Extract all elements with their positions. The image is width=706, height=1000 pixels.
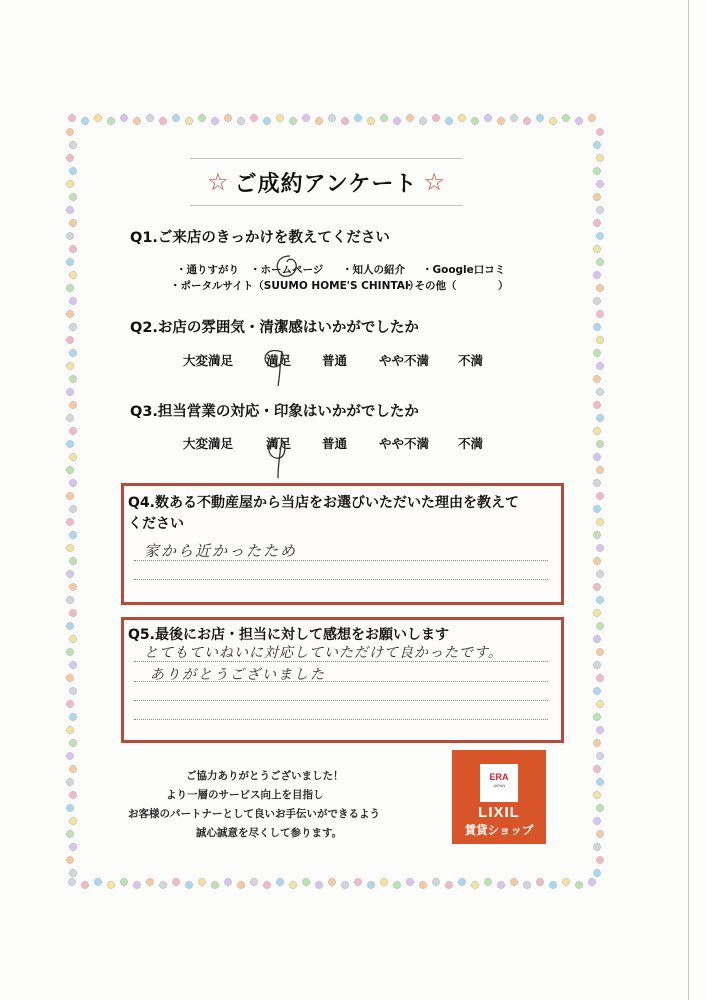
border-dot: [562, 114, 569, 121]
border-dot: [596, 258, 603, 265]
border-dot: [328, 114, 335, 121]
border-dot: [593, 401, 600, 408]
border-dot: [250, 878, 257, 885]
era-logo: [480, 764, 518, 802]
border-dot: [198, 878, 205, 885]
border-dot: [66, 362, 73, 369]
border-dot: [562, 878, 569, 885]
border-dot: [471, 117, 478, 124]
q5-handwritten-answer-line2[interactable]: ありがとうございました: [150, 667, 326, 683]
border-dot: [596, 492, 603, 499]
answer-line: [134, 579, 548, 580]
border-dot: [224, 878, 231, 885]
border-dot: [596, 726, 603, 733]
border-dot: [66, 154, 73, 161]
border-dot: [69, 843, 76, 850]
border-dot: [549, 117, 556, 124]
border-dot: [354, 878, 361, 885]
survey-title: ご成約アンケート: [234, 171, 418, 197]
border-dot: [596, 674, 603, 681]
border-dot: [263, 881, 270, 888]
border-dot: [68, 878, 75, 885]
border-dot: [596, 440, 603, 447]
border-dot: [596, 232, 603, 239]
border-dot: [69, 219, 76, 226]
border-dot: [66, 388, 73, 395]
border-dot: [66, 232, 73, 239]
border-dot: [596, 518, 603, 525]
border-dot: [185, 117, 192, 124]
border-dot: [593, 765, 600, 772]
border-dot: [593, 349, 600, 356]
border-dot: [69, 349, 76, 356]
border-dot: [69, 635, 76, 642]
border-dot: [120, 114, 127, 121]
border-dot: [66, 570, 73, 577]
border-dot: [94, 878, 101, 885]
border-dot: [510, 114, 517, 121]
border-dot: [133, 881, 140, 888]
border-dot: [406, 114, 413, 121]
answer-line: [134, 719, 548, 720]
border-dot: [596, 570, 603, 577]
border-dot: [596, 180, 603, 187]
border-dot: [458, 878, 465, 885]
border-dot: [66, 856, 73, 863]
border-dot: [69, 609, 76, 616]
border-dot: [596, 466, 603, 473]
border-dot: [588, 114, 595, 121]
q2-option[interactable]: やや不満: [379, 353, 430, 368]
border-dot: [593, 297, 600, 304]
border-dot: [69, 453, 76, 460]
border-dot: [523, 881, 530, 888]
border-dot: [276, 878, 283, 885]
border-dot: [593, 609, 600, 616]
handwritten-circle-mark: [270, 252, 306, 282]
border-dot: [263, 117, 270, 124]
border-dot: [471, 881, 478, 888]
border-dot: [146, 114, 153, 121]
border-dot: [596, 336, 603, 343]
border-dot: [66, 466, 73, 473]
border-dot: [81, 881, 88, 888]
border-dot: [419, 117, 426, 124]
border-dot: [575, 881, 582, 888]
border-dot: [69, 193, 76, 200]
border-dot: [69, 505, 76, 512]
lixil-brand-text: LIXIL: [478, 804, 520, 821]
border-dot: [302, 114, 309, 121]
border-dot: [66, 778, 73, 785]
q1-option[interactable]: ・ポータルサイト（SUUMO HOME'S CHINTAI）: [170, 280, 420, 292]
border-dot: [69, 869, 76, 876]
border-dot: [593, 713, 600, 720]
border-dot: [159, 881, 166, 888]
border-dot: [69, 791, 76, 798]
border-dot: [237, 117, 244, 124]
border-dot: [593, 193, 600, 200]
border-dot: [107, 117, 114, 124]
border-dot: [593, 141, 600, 148]
border-dot: [69, 765, 76, 772]
border-dot: [593, 167, 600, 174]
border-dot: [185, 881, 192, 888]
q5-question: Q5.最後にお店・担当に対して感想をお願いします: [128, 627, 449, 643]
border-dot: [69, 713, 76, 720]
border-dot: [66, 206, 73, 213]
border-dot: [484, 114, 491, 121]
border-dot: [66, 700, 73, 707]
border-dot: [367, 117, 374, 124]
border-dot: [66, 674, 73, 681]
border-dot: [69, 401, 76, 408]
border-dot: [69, 661, 76, 668]
border-dot: [593, 739, 600, 746]
q1-option-close-paren: ）: [498, 280, 509, 292]
border-dot: [593, 661, 600, 668]
era-logo-sub: JAPAN: [492, 783, 506, 788]
border-dot: [107, 881, 114, 888]
star-icon: ☆: [207, 168, 229, 196]
border-dot: [536, 114, 543, 121]
q1-option[interactable]: ・通りすがり: [176, 264, 239, 276]
q3-question: Q3.担当営業の対応・印象はいかがでしたか: [130, 404, 419, 420]
border-dot: [380, 114, 387, 121]
border-dot: [341, 881, 348, 888]
border-dot: [596, 804, 603, 811]
border-dot: [66, 258, 73, 265]
q4-question-line1: Q4.数ある不動産屋から当店をお選びいただいた理由を教えて: [128, 495, 519, 511]
q1-option[interactable]: ・Google口コミ: [422, 264, 506, 276]
border-dot: [66, 310, 73, 317]
scan-edge-line: [688, 0, 689, 1000]
border-dot: [593, 687, 600, 694]
border-dot: [66, 492, 73, 499]
border-dot: [69, 531, 76, 538]
border-dot: [69, 141, 76, 148]
border-dot: [588, 878, 595, 885]
border-dot: [593, 557, 600, 564]
border-dot: [593, 245, 600, 252]
border-dot: [593, 635, 600, 642]
border-dot: [302, 878, 309, 885]
footer-line: ご協力ありがとうございました！: [186, 770, 344, 782]
border-dot: [367, 881, 374, 888]
border-dot: [69, 817, 76, 824]
border-dot: [593, 453, 600, 460]
q3-option[interactable]: 不満: [458, 436, 484, 451]
q2-option[interactable]: 普通: [322, 353, 348, 368]
border-dot: [69, 427, 76, 434]
border-dot: [69, 557, 76, 564]
border-dot: [66, 596, 73, 603]
border-dot: [593, 583, 600, 590]
border-dot: [66, 180, 73, 187]
border-dot: [596, 388, 603, 395]
border-dot: [250, 114, 257, 121]
border-dot: [172, 878, 179, 885]
answer-line: [134, 700, 548, 701]
border-dot: [393, 881, 400, 888]
border-dot: [289, 117, 296, 124]
q3-option[interactable]: やや不満: [379, 436, 430, 451]
footer-line: 誠心誠意を尽くして参ります。: [196, 827, 343, 839]
border-dot: [593, 843, 600, 850]
border-dot: [315, 881, 322, 888]
border-dot: [172, 114, 179, 121]
border-dot: [596, 856, 603, 863]
border-dot: [575, 117, 582, 124]
q3-option[interactable]: 普通: [322, 436, 348, 451]
border-dot: [593, 791, 600, 798]
border-dot: [69, 583, 76, 590]
border-dot: [68, 114, 75, 121]
border-dot: [593, 219, 600, 226]
border-dot: [593, 505, 600, 512]
border-dot: [289, 881, 296, 888]
footer-line: より一層のサービス向上を目指し: [166, 789, 324, 801]
q2-option[interactable]: 満足: [266, 353, 292, 368]
border-dot: [211, 881, 218, 888]
border-dot: [146, 878, 153, 885]
border-dot: [406, 878, 413, 885]
border-dot: [315, 117, 322, 124]
border-dot: [432, 878, 439, 885]
border-dot: [66, 336, 73, 343]
q3-option[interactable]: 満足: [266, 436, 292, 451]
border-dot: [596, 414, 603, 421]
q1-question: Q1.ご来店のきっかけを教えてください: [130, 230, 390, 246]
border-dot: [596, 284, 603, 291]
answer-line: [134, 560, 548, 561]
border-dot: [66, 544, 73, 551]
border-dot: [593, 817, 600, 824]
q1-option[interactable]: ・その他（: [404, 280, 457, 292]
border-dot: [596, 648, 603, 655]
border-dot: [69, 479, 76, 486]
border-dot: [419, 881, 426, 888]
border-dot: [69, 245, 76, 252]
border-dot: [596, 830, 603, 837]
border-dot: [328, 878, 335, 885]
answer-line: [134, 681, 548, 682]
era-logo-text: ERA: [489, 772, 509, 782]
border-dot: [393, 117, 400, 124]
q2-question: Q2.お店の雰囲気・清潔感はいかがでしたか: [130, 320, 419, 336]
border-dot: [458, 114, 465, 121]
lixil-sub-text: 賃貸ショップ: [464, 823, 534, 837]
border-dot: [237, 881, 244, 888]
border-dot: [596, 362, 603, 369]
handwritten-circle-mark: [258, 432, 296, 482]
border-dot: [159, 117, 166, 124]
star-icon: ☆: [423, 168, 445, 196]
border-dot: [120, 878, 127, 885]
border-dot: [484, 878, 491, 885]
border-dot: [276, 114, 283, 121]
border-dot: [596, 596, 603, 603]
q3-option[interactable]: 大変満足: [183, 436, 234, 451]
q1-option[interactable]: ・知人の紹介: [342, 264, 405, 276]
q1-option[interactable]: ・ホームページ: [250, 264, 324, 276]
border-dot: [596, 128, 603, 135]
border-dot: [69, 297, 76, 304]
border-dot: [593, 375, 600, 382]
border-dot: [66, 284, 73, 291]
border-dot: [66, 830, 73, 837]
border-dot: [596, 700, 603, 707]
border-dot: [445, 117, 452, 124]
border-dot: [69, 323, 76, 330]
border-dot: [593, 869, 600, 876]
border-dot: [593, 271, 600, 278]
border-dot: [596, 752, 603, 759]
border-dot: [596, 778, 603, 785]
border-dot: [523, 117, 530, 124]
footer-line: お客様のパートナーとして良いお手伝いができるよう: [128, 808, 380, 820]
q5-handwritten-answer-line1[interactable]: とてもていねいに対応していただけて良かったです。: [144, 645, 503, 661]
border-dot: [549, 881, 556, 888]
q2-option[interactable]: 不満: [458, 353, 484, 368]
q4-question-line2: ください: [128, 516, 184, 532]
q4-handwritten-answer[interactable]: 家から近かったため: [144, 542, 298, 560]
border-dot: [593, 323, 600, 330]
border-dot: [198, 114, 205, 121]
border-dot: [69, 271, 76, 278]
border-dot: [69, 739, 76, 746]
border-dot: [510, 878, 517, 885]
border-dot: [66, 414, 73, 421]
border-dot: [66, 804, 73, 811]
border-dot: [69, 375, 76, 382]
border-dot: [596, 154, 603, 161]
border-dot: [380, 878, 387, 885]
border-dot: [133, 117, 140, 124]
border-dot: [66, 518, 73, 525]
border-dot: [497, 881, 504, 888]
border-dot: [66, 648, 73, 655]
border-dot: [94, 114, 101, 121]
border-dot: [596, 622, 603, 629]
border-dot: [593, 531, 600, 538]
border-dot: [593, 427, 600, 434]
border-dot: [354, 114, 361, 121]
survey-title-box: [190, 158, 462, 206]
handwritten-circle-mark: [256, 338, 296, 390]
border-dot: [66, 752, 73, 759]
border-dot: [445, 881, 452, 888]
border-dot: [81, 117, 88, 124]
border-dot: [341, 117, 348, 124]
border-dot: [66, 128, 73, 135]
q2-option[interactable]: 大変満足: [183, 353, 234, 368]
border-dot: [69, 687, 76, 694]
border-dot: [211, 117, 218, 124]
border-dot: [66, 622, 73, 629]
border-dot: [432, 114, 439, 121]
border-dot: [536, 878, 543, 885]
border-dot: [497, 117, 504, 124]
border-dot: [596, 544, 603, 551]
border-dot: [66, 440, 73, 447]
border-dot: [69, 167, 76, 174]
answer-line: [134, 661, 548, 662]
border-dot: [596, 310, 603, 317]
border-dot: [66, 726, 73, 733]
border-dot: [224, 114, 231, 121]
border-dot: [593, 479, 600, 486]
border-dot: [596, 206, 603, 213]
